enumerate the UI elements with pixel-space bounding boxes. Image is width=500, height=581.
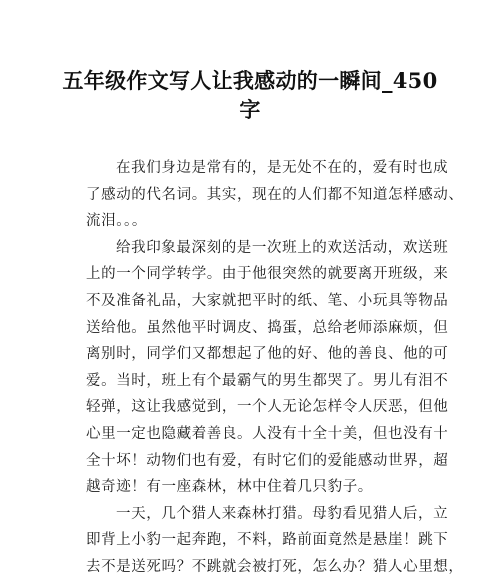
paragraph-line: 爱。当时，班上有个最霸气的男生都哭了。男儿有泪不 — [86, 372, 449, 389]
document-title — [60, 66, 440, 124]
paragraph-line: 心里一定也隐藏着善良。人没有十全十美，但也没有十 — [86, 425, 449, 442]
paragraph-line: 轻弹，这让我感觉到，一个人无论怎样令人厌恶，但他 — [86, 399, 449, 416]
paragraph-line: 越奇迹！有一座森林，林中住着几只豹子。 — [86, 479, 373, 496]
title-line: 五年级作文写人让我感动的一瞬间_450 — [62, 68, 438, 93]
paragraph-line: 给我印象最深刻的是一次班上的欢送活动，欢送班 — [116, 239, 449, 256]
title-line: 字 — [239, 97, 261, 122]
document-body — [86, 155, 464, 581]
paragraph-line: 送给他。虽然他平时调皮、捣蛋，总给老师添麻烦，但 — [86, 319, 449, 336]
paragraph-line: 即背上小豹一起奔跑，不料，路前面竟然是悬崖！跳下 — [86, 532, 449, 549]
paragraph-line: 了感动的代名词。其实，现在的人们都不知道怎样感动、 — [86, 186, 464, 203]
paragraph-line: 不及准备礼品，大家就把平时的纸、笔、小玩具等物品 — [86, 292, 449, 309]
paragraph-line: 去不是送死吗？不跳就会被打死，怎么办？猎人心里想， — [86, 558, 464, 575]
paragraph-line: 流泪。。。 — [86, 213, 147, 230]
paragraph-line: 全十坏！动物们也有爱，有时它们的爱能感动世界，超 — [86, 452, 449, 469]
paragraph-line: 上的一个同学转学。由于他很突然的就要离开班级，来 — [86, 266, 449, 283]
paragraph-line: 一天，几个猎人来森林打猎。母豹看见猎人后，立 — [116, 505, 449, 522]
paragraph-line: 离别时，同学们又都想起了他的好、他的善良、他的可 — [86, 346, 449, 363]
paragraph-line: 在我们身边是常有的，是无处不在的，爱有时也成 — [116, 160, 449, 176]
